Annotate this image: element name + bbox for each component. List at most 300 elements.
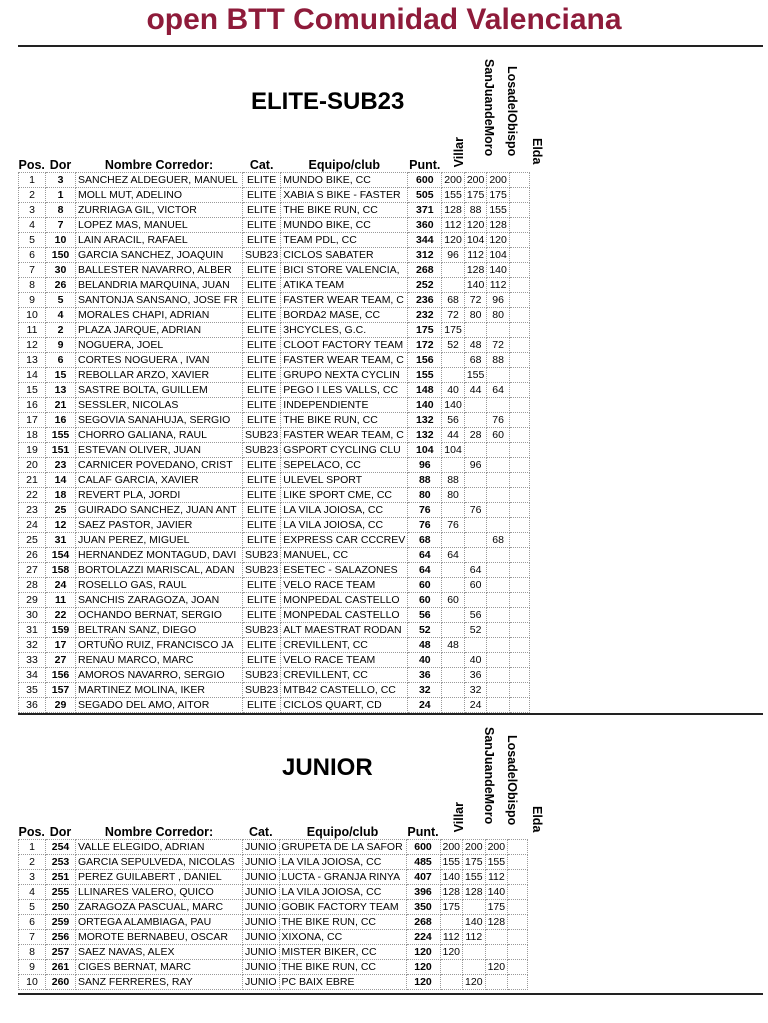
elite-results-table	[18, 154, 530, 713]
cell-dorsal: 154	[46, 548, 76, 563]
cell-dorsal: 2	[46, 323, 76, 338]
cell-points: 104	[408, 443, 442, 458]
cell-elda	[509, 413, 529, 428]
cell-points: 224	[406, 930, 440, 945]
cell-dorsal: 255	[46, 885, 76, 900]
cell-sanjuandemoro	[463, 960, 486, 975]
cell-villar	[442, 533, 465, 548]
cell-pos: 9	[19, 293, 46, 308]
cell-elda	[508, 930, 528, 945]
cell-sanjuandemoro: 56	[464, 608, 487, 623]
cell-villar: 128	[442, 203, 465, 218]
cell-pos: 24	[19, 518, 46, 533]
cell-points: 60	[408, 578, 442, 593]
cell-dorsal: 250	[46, 900, 76, 915]
cell-dorsal: 5	[46, 293, 76, 308]
cell-team: ULEVEL SPORT	[281, 473, 408, 488]
cell-rider-name: SAEZ PASTOR, JAVIER	[76, 518, 243, 533]
cell-rider-name: MORALES CHAPI, ADRIAN	[76, 308, 243, 323]
cell-losadelobispo: 64	[487, 383, 510, 398]
cell-team: LUCTA - GRANJA RINYA	[279, 870, 406, 885]
cell-team: VELO RACE TEAM	[281, 653, 408, 668]
cell-points: 64	[408, 548, 442, 563]
elite-header-row	[19, 154, 530, 173]
cell-dorsal: 157	[46, 683, 76, 698]
cell-category: ELITE	[243, 233, 281, 248]
cell-villar	[442, 503, 465, 518]
cell-points: 120	[406, 960, 440, 975]
cell-team: THE BIKE RUN, CC	[281, 413, 408, 428]
cell-sanjuandemoro: 68	[464, 353, 487, 368]
cell-elda	[508, 855, 528, 870]
cell-elda	[509, 608, 529, 623]
cell-points: 76	[408, 503, 442, 518]
cell-villar: 40	[442, 383, 465, 398]
cell-dorsal: 17	[46, 638, 76, 653]
cell-pos: 2	[19, 855, 46, 870]
cell-losadelobispo	[487, 608, 510, 623]
cell-team: ATIKA TEAM	[281, 278, 408, 293]
cell-pos: 10	[19, 308, 46, 323]
header-pts: Punt.	[407, 825, 439, 839]
cell-sanjuandemoro: 64	[464, 563, 487, 578]
header-pos: Pos.	[18, 825, 45, 839]
cell-category: JUNIO	[243, 945, 280, 960]
table-row	[19, 578, 530, 593]
cell-villar: 175	[440, 900, 463, 915]
cell-losadelobispo: 175	[487, 188, 510, 203]
cell-team: GSPORT CYCLING CLU	[281, 443, 408, 458]
cell-dorsal: 6	[46, 353, 76, 368]
cell-sanjuandemoro: 60	[464, 578, 487, 593]
cell-pos: 22	[19, 488, 46, 503]
header-team: Equipo/club	[306, 825, 379, 839]
cell-sanjuandemoro: 120	[464, 218, 487, 233]
header-cat: Cat.	[249, 158, 274, 172]
table-row	[19, 698, 530, 713]
cell-rider-name: SESSLER, NICOLAS	[76, 398, 243, 413]
cell-villar: 44	[442, 428, 465, 443]
cell-elda	[509, 668, 529, 683]
cell-pos: 33	[19, 653, 46, 668]
cell-points: 252	[408, 278, 442, 293]
cell-losadelobispo	[487, 503, 510, 518]
cell-category: ELITE	[243, 263, 281, 278]
cell-villar: 140	[440, 870, 463, 885]
cell-rider-name: CORTES NOGUERA , IVAN	[76, 353, 243, 368]
cell-dorsal: 23	[46, 458, 76, 473]
cell-category: ELITE	[243, 338, 281, 353]
cell-team: ESETEC - SALAZONES	[281, 563, 408, 578]
table-row	[19, 668, 530, 683]
cell-category: ELITE	[243, 518, 281, 533]
cell-points: 268	[406, 915, 440, 930]
cell-elda	[509, 473, 529, 488]
cell-pos: 18	[19, 428, 46, 443]
cell-villar: 68	[442, 293, 465, 308]
cell-category: ELITE	[243, 218, 281, 233]
cell-team: FASTER WEAR TEAM, C	[281, 428, 408, 443]
cell-losadelobispo: 112	[485, 870, 508, 885]
cell-dorsal: 256	[46, 930, 76, 945]
cell-pos: 10	[19, 975, 46, 990]
cell-points: 268	[408, 263, 442, 278]
cell-pos: 20	[19, 458, 46, 473]
cell-pos: 17	[19, 413, 46, 428]
cell-elda	[509, 593, 529, 608]
cell-dorsal: 15	[46, 368, 76, 383]
cell-dorsal: 260	[46, 975, 76, 990]
section-title-elite: ELITE-SUB23	[251, 88, 405, 115]
cell-losadelobispo: 88	[487, 353, 510, 368]
cell-category: JUNIO	[243, 870, 280, 885]
cell-elda	[509, 218, 529, 233]
cell-points: 56	[408, 608, 442, 623]
table-row	[19, 338, 530, 353]
cell-points: 175	[408, 323, 442, 338]
cell-losadelobispo: 104	[487, 248, 510, 263]
cell-team: THE BIKE RUN, CC	[279, 915, 406, 930]
cell-sanjuandemoro: 32	[464, 683, 487, 698]
cell-dorsal: 26	[46, 278, 76, 293]
cell-category: ELITE	[243, 638, 281, 653]
cell-sanjuandemoro: 112	[463, 930, 486, 945]
cell-sanjuandemoro	[464, 398, 487, 413]
cell-elda	[508, 900, 528, 915]
cell-points: 600	[408, 173, 442, 188]
table-row	[19, 488, 530, 503]
cell-points: 52	[408, 623, 442, 638]
cell-category: ELITE	[243, 488, 281, 503]
cell-rider-name: PLAZA JARQUE, ADRIAN	[76, 323, 243, 338]
cell-losadelobispo	[487, 683, 510, 698]
cell-rider-name: CARNICER POVEDANO, CRIST	[76, 458, 243, 473]
cell-losadelobispo	[485, 945, 508, 960]
cell-dorsal: 155	[46, 428, 76, 443]
cell-elda	[509, 488, 529, 503]
cell-pos: 3	[19, 870, 46, 885]
cell-pos: 11	[19, 323, 46, 338]
cell-sanjuandemoro: 28	[464, 428, 487, 443]
cell-points: 156	[408, 353, 442, 368]
cell-rider-name: SANZ FERRERES, RAY	[76, 975, 243, 990]
cell-team: SEPELACO, CC	[281, 458, 408, 473]
cell-rider-name: LAIN ARACIL, RAFAEL	[76, 233, 243, 248]
cell-team: CLOOT FACTORY TEAM	[281, 338, 408, 353]
cell-sanjuandemoro: 128	[463, 885, 486, 900]
cell-villar: 64	[442, 548, 465, 563]
cell-category: ELITE	[243, 353, 281, 368]
cell-points: 36	[408, 668, 442, 683]
cell-rider-name: SAEZ NAVAS, ALEX	[76, 945, 243, 960]
cell-rider-name: MARTINEZ MOLINA, IKER	[76, 683, 243, 698]
bottom-rule	[18, 993, 763, 995]
cell-dorsal: 4	[46, 308, 76, 323]
cell-villar: 76	[442, 518, 465, 533]
cell-rider-name: ZURRIAGA GIL, VICTOR	[76, 203, 243, 218]
cell-points: 600	[406, 840, 440, 855]
cell-team: VELO RACE TEAM	[281, 578, 408, 593]
header-dor: Dor	[49, 158, 72, 172]
cell-pos: 26	[19, 548, 46, 563]
cell-villar: 48	[442, 638, 465, 653]
cell-category: ELITE	[243, 293, 281, 308]
cell-rider-name: MOROTE BERNABEU, OSCAR	[76, 930, 243, 945]
cell-rider-name: ROSELLO GAS, RAUL	[76, 578, 243, 593]
cell-dorsal: 1	[46, 188, 76, 203]
cell-category: ELITE	[243, 203, 281, 218]
cell-team: LIKE SPORT CME, CC	[281, 488, 408, 503]
cell-sanjuandemoro: 24	[464, 698, 487, 713]
cell-villar	[442, 263, 465, 278]
cell-elda	[509, 458, 529, 473]
cell-sanjuandemoro	[464, 593, 487, 608]
cell-dorsal: 16	[46, 413, 76, 428]
cell-rider-name: GUIRADO SANCHEZ, JUAN ANT	[76, 503, 243, 518]
cell-dorsal: 158	[46, 563, 76, 578]
cell-pos: 1	[19, 840, 46, 855]
table-row	[19, 233, 530, 248]
cell-sanjuandemoro: 76	[464, 503, 487, 518]
cell-elda	[509, 353, 529, 368]
table-row	[19, 458, 530, 473]
cell-pos: 2	[19, 188, 46, 203]
cell-pos: 4	[19, 885, 46, 900]
cell-category: SUB23	[243, 623, 281, 638]
cell-rider-name: LLINARES VALERO, QUICO	[76, 885, 243, 900]
header-dor: Dor	[49, 825, 72, 839]
table-row	[19, 683, 530, 698]
cell-team: MONPEDAL CASTELLO	[281, 593, 408, 608]
elite-rows	[19, 173, 530, 713]
junior-header-row	[19, 821, 528, 840]
cell-category: SUB23	[243, 563, 281, 578]
cell-team: XABIA S BIKE - FASTER	[281, 188, 408, 203]
cell-sanjuandemoro	[464, 638, 487, 653]
cell-elda	[509, 443, 529, 458]
cell-points: 344	[408, 233, 442, 248]
cell-rider-name: BELANDRIA MARQUINA, JUAN	[76, 278, 243, 293]
cell-losadelobispo: 96	[487, 293, 510, 308]
table-row	[19, 263, 530, 278]
cell-points: 64	[408, 563, 442, 578]
cell-dorsal: 14	[46, 473, 76, 488]
cell-rider-name: ORTEGA ALAMBIAGA, PAU	[76, 915, 243, 930]
cell-elda	[509, 338, 529, 353]
cell-elda	[509, 533, 529, 548]
cell-villar	[442, 623, 465, 638]
cell-elda	[509, 173, 529, 188]
cell-losadelobispo: 155	[485, 855, 508, 870]
cell-losadelobispo: 60	[487, 428, 510, 443]
table-row	[19, 308, 530, 323]
cell-category: ELITE	[243, 383, 281, 398]
cell-pos: 14	[19, 368, 46, 383]
cell-losadelobispo	[487, 698, 510, 713]
race-header-sanjuandemoro-junior: SanJuandeMoro	[482, 727, 496, 825]
cell-losadelobispo: 140	[487, 263, 510, 278]
cell-elda	[509, 308, 529, 323]
junior-rows	[19, 840, 528, 990]
cell-dorsal: 259	[46, 915, 76, 930]
cell-pos: 7	[19, 930, 46, 945]
cell-pos: 15	[19, 383, 46, 398]
cell-team: MUNDO BIKE, CC	[281, 218, 408, 233]
cell-team: CICLOS QUART, CD	[281, 698, 408, 713]
table-row	[19, 885, 528, 900]
table-row	[19, 915, 528, 930]
cell-dorsal: 27	[46, 653, 76, 668]
cell-points: 76	[408, 518, 442, 533]
cell-losadelobispo	[485, 930, 508, 945]
cell-rider-name: PEREZ GUILABERT , DANIEL	[76, 870, 243, 885]
cell-rider-name: BALLESTER NAVARRO, ALBER	[76, 263, 243, 278]
cell-losadelobispo	[485, 975, 508, 990]
cell-category: ELITE	[243, 473, 281, 488]
cell-villar	[442, 368, 465, 383]
cell-points: 120	[406, 945, 440, 960]
cell-villar: 200	[440, 840, 463, 855]
cell-villar	[440, 975, 463, 990]
cell-elda	[508, 840, 528, 855]
cell-rider-name: ESTEVAN OLIVER, JUAN	[76, 443, 243, 458]
cell-points: 505	[408, 188, 442, 203]
cell-points: 312	[408, 248, 442, 263]
cell-villar: 155	[440, 855, 463, 870]
cell-rider-name: REVERT PLA, JORDI	[76, 488, 243, 503]
cell-losadelobispo	[487, 668, 510, 683]
cell-rider-name: ZARAGOZA PASCUAL, MARC	[76, 900, 243, 915]
cell-rider-name: GARCIA SANCHEZ, JOAQUIN	[76, 248, 243, 263]
cell-pos: 27	[19, 563, 46, 578]
cell-dorsal: 21	[46, 398, 76, 413]
cell-points: 96	[408, 458, 442, 473]
cell-team: PEGO I LES VALLS, CC	[281, 383, 408, 398]
cell-elda	[509, 188, 529, 203]
race-header-villar-junior: Villar	[452, 802, 466, 833]
cell-team: CREVILLENT, CC	[281, 638, 408, 653]
cell-elda	[509, 233, 529, 248]
cell-team: GRUPO NEXTA CYCLIN	[281, 368, 408, 383]
cell-pos: 3	[19, 203, 46, 218]
cell-team: LA VILA JOIOSA, CC	[281, 503, 408, 518]
table-row	[19, 855, 528, 870]
cell-team: FASTER WEAR TEAM, C	[281, 293, 408, 308]
cell-losadelobispo: 200	[485, 840, 508, 855]
cell-dorsal: 30	[46, 263, 76, 278]
cell-rider-name: AMOROS NAVARRO, SERGIO	[76, 668, 243, 683]
cell-villar: 52	[442, 338, 465, 353]
cell-pos: 23	[19, 503, 46, 518]
cell-sanjuandemoro	[463, 945, 486, 960]
race-header-elda: Elda	[530, 138, 544, 165]
cell-team: FASTER WEAR TEAM, C	[281, 353, 408, 368]
cell-losadelobispo: 155	[487, 203, 510, 218]
table-row	[19, 278, 530, 293]
table-row	[19, 975, 528, 990]
cell-pos: 1	[19, 173, 46, 188]
table-row	[19, 623, 530, 638]
cell-dorsal: 257	[46, 945, 76, 960]
cell-pos: 28	[19, 578, 46, 593]
table-row	[19, 473, 530, 488]
cell-category: ELITE	[243, 398, 281, 413]
cell-dorsal: 24	[46, 578, 76, 593]
cell-category: SUB23	[243, 443, 281, 458]
cell-elda	[508, 885, 528, 900]
cell-dorsal: 8	[46, 203, 76, 218]
cell-villar	[442, 278, 465, 293]
race-header-sanjuandemoro: SanJuandeMoro	[482, 59, 496, 157]
cell-team: EXPRESS CAR CCCREV	[281, 533, 408, 548]
cell-sanjuandemoro	[464, 518, 487, 533]
cell-villar: 88	[442, 473, 465, 488]
cell-sanjuandemoro: 112	[464, 248, 487, 263]
table-row	[19, 900, 528, 915]
cell-category: JUNIO	[243, 855, 280, 870]
cell-elda	[508, 870, 528, 885]
table-row	[19, 323, 530, 338]
cell-team: 3HCYCLES, G.C.	[281, 323, 408, 338]
cell-rider-name: JUAN PEREZ, MIGUEL	[76, 533, 243, 548]
cell-elda	[509, 578, 529, 593]
cell-dorsal: 159	[46, 623, 76, 638]
cell-villar: 56	[442, 413, 465, 428]
cell-rider-name: SANCHIS ZARAGOZA, JOAN	[76, 593, 243, 608]
cell-rider-name: OCHANDO BERNAT, SERGIO	[76, 608, 243, 623]
cell-category: SUB23	[243, 548, 281, 563]
cell-rider-name: RENAU MARCO, MARC	[76, 653, 243, 668]
cell-points: 32	[408, 683, 442, 698]
table-row	[19, 503, 530, 518]
cell-category: ELITE	[243, 458, 281, 473]
table-row	[19, 368, 530, 383]
cell-dorsal: 7	[46, 218, 76, 233]
cell-losadelobispo	[487, 623, 510, 638]
cell-villar: 96	[442, 248, 465, 263]
table-row	[19, 548, 530, 563]
cell-category: ELITE	[243, 593, 281, 608]
cell-villar	[442, 353, 465, 368]
cell-rider-name: CIGES BERNAT, MARC	[76, 960, 243, 975]
cell-villar	[442, 578, 465, 593]
cell-villar	[442, 458, 465, 473]
cell-sanjuandemoro	[464, 473, 487, 488]
cell-losadelobispo: 80	[487, 308, 510, 323]
cell-sanjuandemoro: 140	[463, 915, 486, 930]
cell-dorsal: 151	[46, 443, 76, 458]
cell-rider-name: GARCIA SEPULVEDA, NICOLAS	[76, 855, 243, 870]
cell-pos: 5	[19, 900, 46, 915]
table-row	[19, 533, 530, 548]
cell-team: MTB42 CASTELLO, CC	[281, 683, 408, 698]
junior-results-table	[18, 821, 528, 990]
table-row	[19, 218, 530, 233]
cell-sanjuandemoro	[464, 488, 487, 503]
cell-team: MANUEL, CC	[281, 548, 408, 563]
cell-elda	[509, 638, 529, 653]
cell-category: JUNIO	[243, 975, 280, 990]
cell-team: XIXONA, CC	[279, 930, 406, 945]
cell-losadelobispo	[487, 458, 510, 473]
table-row	[19, 593, 530, 608]
cell-elda	[509, 503, 529, 518]
cell-points: 350	[406, 900, 440, 915]
header-cat: Cat.	[248, 825, 273, 839]
table-row	[19, 945, 528, 960]
cell-losadelobispo: 175	[485, 900, 508, 915]
cell-villar: 60	[442, 593, 465, 608]
